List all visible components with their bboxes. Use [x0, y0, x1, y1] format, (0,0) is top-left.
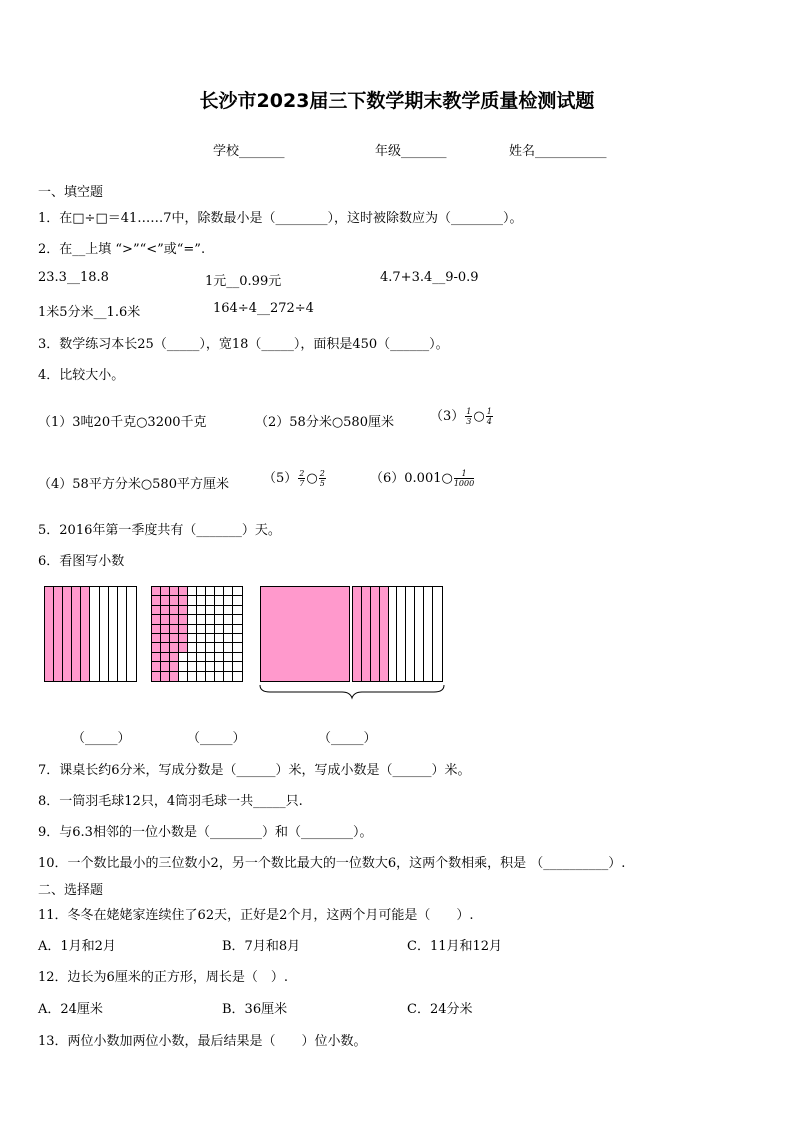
hundredths-cell [197, 662, 206, 671]
hundredths-cell [233, 662, 242, 671]
tenths-1-column [109, 587, 118, 681]
hundredths-cell [215, 625, 224, 634]
q2-item-4: 1米5分米__1.6米 [38, 305, 141, 320]
hundredths-cell [161, 625, 170, 634]
hundredths-cell [161, 662, 170, 671]
figure-tenths-2 [352, 586, 443, 682]
q4-item-5 [263, 467, 327, 488]
question-12: 12．边长为6厘米的正方形，周长是（ ）. [38, 970, 288, 985]
hundredths-cell [233, 606, 242, 615]
section-fill-blank: 一、填空题 [38, 185, 104, 200]
hundredths-cell [233, 643, 242, 652]
fraction-2-5: $\frac{2}{5}$ [319, 469, 325, 488]
hundredths-cell [179, 596, 188, 605]
hundredths-cell [170, 643, 179, 652]
hundredths-cell [170, 606, 179, 615]
hundredths-cell [215, 587, 224, 596]
hundredths-cell [188, 653, 197, 662]
hundredths-cell [179, 615, 188, 624]
hundredths-cell [152, 606, 161, 615]
hundredths-cell [197, 643, 206, 652]
hundredths-cell [152, 634, 161, 643]
hundredths-cell [152, 587, 161, 596]
hundredths-cell [161, 587, 170, 596]
fraction-1-4: $\frac{1}{4}$ [486, 407, 492, 426]
hundredths-cell [179, 587, 188, 596]
hundredths-cell [188, 596, 197, 605]
question-10: 10．一个数比最小的三位数小2，另一个数比最大的一位数大6，这两个数相乘，积是 （__________）. [38, 856, 626, 871]
hundredths-cell [152, 625, 161, 634]
hundredths-cell [224, 615, 233, 624]
school-field: 学校_______ [213, 144, 285, 159]
q4-item-3-label: （3） [430, 409, 465, 424]
q4-item-6-label: （6）0.001○ [370, 471, 453, 486]
q6-answer-1: （_____） [72, 731, 131, 746]
hundredths-cell [206, 625, 215, 634]
name-field: 姓名___________ [509, 144, 607, 159]
hundredths-cell [197, 653, 206, 662]
hundredths-cell [224, 672, 233, 681]
tenths-2-column [415, 587, 424, 681]
hundredths-cell [233, 587, 242, 596]
hundredths-cell [170, 662, 179, 671]
hundredths-cell [224, 625, 233, 634]
fraction-2-7: $\frac{2}{7}$ [299, 469, 305, 488]
hundredths-cell [197, 672, 206, 681]
hundredths-cell [233, 596, 242, 605]
hundredths-cell [179, 653, 188, 662]
hundredths-cell [161, 606, 170, 615]
q2-item-5: 164÷4__272÷4 [213, 301, 314, 316]
hundredths-cell [206, 587, 215, 596]
hundredths-cell [197, 615, 206, 624]
hundredths-cell [197, 606, 206, 615]
q4-item-6 [370, 467, 475, 488]
hundredths-cell [206, 653, 215, 662]
hundredths-cell [197, 596, 206, 605]
q4-item-4: （4）58平方分米○580平方厘米 [38, 477, 229, 492]
hundredths-cell [206, 606, 215, 615]
hundredths-cell [215, 672, 224, 681]
tenths-1-column [72, 587, 81, 681]
q2-item-1: 23.3__18.8 [38, 270, 109, 285]
hundredths-cell [161, 653, 170, 662]
section-multiple-choice: 二、选择题 [38, 883, 104, 898]
hundredths-cell [215, 615, 224, 624]
tenths-2-column [362, 587, 371, 681]
hundredths-cell [161, 596, 170, 605]
tenths-2-column [424, 587, 433, 681]
hundredths-cell [206, 662, 215, 671]
hundredths-cell [161, 615, 170, 624]
tenths-2-column [353, 587, 362, 681]
hundredths-cell [170, 587, 179, 596]
grade-field: 年级_______ [375, 144, 447, 159]
hundredths-cell [170, 615, 179, 624]
q4-item-3 [430, 405, 494, 426]
hundredths-cell [224, 596, 233, 605]
hundredths-cell [152, 653, 161, 662]
q6-answer-3: （_____） [318, 731, 377, 746]
hundredths-cell [215, 596, 224, 605]
hundredths-cell [224, 653, 233, 662]
hundredths-cell [152, 662, 161, 671]
question-1: 1．在□÷□＝41……7中，除数最小是（________），这时被除数应为（________）。 [38, 211, 523, 226]
hundredths-cell [161, 643, 170, 652]
hundredths-cell [206, 672, 215, 681]
hundredths-cell [215, 634, 224, 643]
tenths-1-column [100, 587, 109, 681]
q12-option-c: C．24分米 [407, 1002, 473, 1017]
tenths-2-column [389, 587, 398, 681]
q11-option-c: C．11月和12月 [407, 939, 503, 954]
hundredths-cell [206, 643, 215, 652]
hundredths-cell [179, 625, 188, 634]
tenths-2-column [398, 587, 407, 681]
question-13: 13．两位小数加两位小数，最后结果是（ ）位小数。 [38, 1034, 367, 1049]
q12-option-b: B．36厘米 [222, 1002, 288, 1017]
hundredths-cell [152, 615, 161, 624]
hundredths-cell [188, 625, 197, 634]
hundredths-cell [179, 662, 188, 671]
figure-tenths-1 [44, 586, 137, 682]
hundredths-cell [206, 615, 215, 624]
page-title: 长沙市2023届三下数学期末教学质量检测试题 [199, 90, 595, 112]
hundredths-cell [152, 672, 161, 681]
hundredths-cell [161, 634, 170, 643]
tenths-1-column [118, 587, 127, 681]
hundredths-cell [224, 587, 233, 596]
fraction-1-3: $\frac{1}{3}$ [466, 407, 472, 426]
question-8: 8．一筒羽毛球12只，4筒羽毛球一共_____只. [38, 794, 303, 809]
hundredths-cell [206, 596, 215, 605]
hundredths-cell [188, 643, 197, 652]
hundredths-cell [233, 625, 242, 634]
compare-circle: ○ [306, 471, 318, 486]
hundredths-cell [215, 606, 224, 615]
hundredths-cell [170, 596, 179, 605]
hundredths-cell [188, 615, 197, 624]
compare-circle: ○ [473, 409, 485, 424]
hundredths-cell [188, 672, 197, 681]
q4-item-2: （2）58分米○580厘米 [255, 415, 394, 430]
tenths-1-column [63, 587, 72, 681]
question-2: 2．在__上填 “>”“<”或“=”. [38, 242, 206, 257]
figure-whole-square [260, 586, 350, 682]
question-6: 6．看图写小数 [38, 554, 125, 569]
hundredths-cell [188, 662, 197, 671]
tenths-1-column [91, 587, 100, 681]
hundredths-cell [233, 634, 242, 643]
fraction-1-1000: $\frac{1}{1000}$ [453, 469, 475, 488]
hundredths-cell [233, 672, 242, 681]
hundredths-cell [197, 634, 206, 643]
tenths-2-column [406, 587, 415, 681]
q12-option-a: A．24厘米 [38, 1002, 103, 1017]
hundredths-cell [179, 672, 188, 681]
hundredths-cell [224, 662, 233, 671]
hundredths-cell [170, 625, 179, 634]
question-11: 11．冬冬在姥姥家连续住了62天，正好是2个月，这两个月可能是（ ）. [38, 908, 474, 923]
question-9: 9．与6.3相邻的一位小数是（________）和（________）。 [38, 825, 373, 840]
q2-item-2: 1元__0.99元 [205, 274, 282, 289]
tenths-1-column [127, 587, 136, 681]
hundredths-cell [170, 653, 179, 662]
hundredths-cell [170, 672, 179, 681]
tenths-2-column [380, 587, 389, 681]
hundredths-cell [188, 587, 197, 596]
tenths-2-column [433, 587, 442, 681]
tenths-1-column [81, 587, 90, 681]
hundredths-cell [197, 587, 206, 596]
hundredths-cell [188, 634, 197, 643]
question-7: 7．课桌长约6分米，写成分数是（______）米，写成小数是（______）米。 [38, 763, 471, 778]
hundredths-cell [215, 653, 224, 662]
hundredths-cell [233, 653, 242, 662]
brace-icon [258, 684, 446, 700]
hundredths-cell [224, 643, 233, 652]
hundredths-cell [224, 606, 233, 615]
q11-option-a: A．1月和2月 [38, 939, 116, 954]
hundredths-cell [152, 596, 161, 605]
hundredths-cell [188, 606, 197, 615]
hundredths-cell [179, 643, 188, 652]
question-4: 4．比较大小。 [38, 368, 125, 383]
hundredths-cell [215, 662, 224, 671]
hundredths-cell [179, 634, 188, 643]
hundredths-cell [233, 615, 242, 624]
tenths-1-column [45, 587, 54, 681]
hundredths-cell [197, 625, 206, 634]
hundredths-cell [152, 643, 161, 652]
q4-item-1: （1）3吨20千克○3200千克 [38, 415, 207, 430]
q11-option-b: B．7月和8月 [222, 939, 301, 954]
figure-hundredths [151, 586, 243, 682]
question-5: 5．2016年第一季度共有（_______）天。 [38, 523, 281, 538]
tenths-1-column [54, 587, 63, 681]
hundredths-cell [161, 672, 170, 681]
question-3: 3．数学练习本长25（_____），宽18（_____），面积是450（______）。 [38, 337, 449, 352]
hundredths-cell [224, 634, 233, 643]
hundredths-cell [170, 634, 179, 643]
tenths-2-column [371, 587, 380, 681]
hundredths-cell [206, 634, 215, 643]
q4-item-5-label: （5） [263, 471, 298, 486]
hundredths-cell [215, 643, 224, 652]
q6-answer-2: （_____） [187, 731, 246, 746]
q2-item-3: 4.7+3.4__9-0.9 [380, 270, 479, 285]
hundredths-cell [179, 606, 188, 615]
